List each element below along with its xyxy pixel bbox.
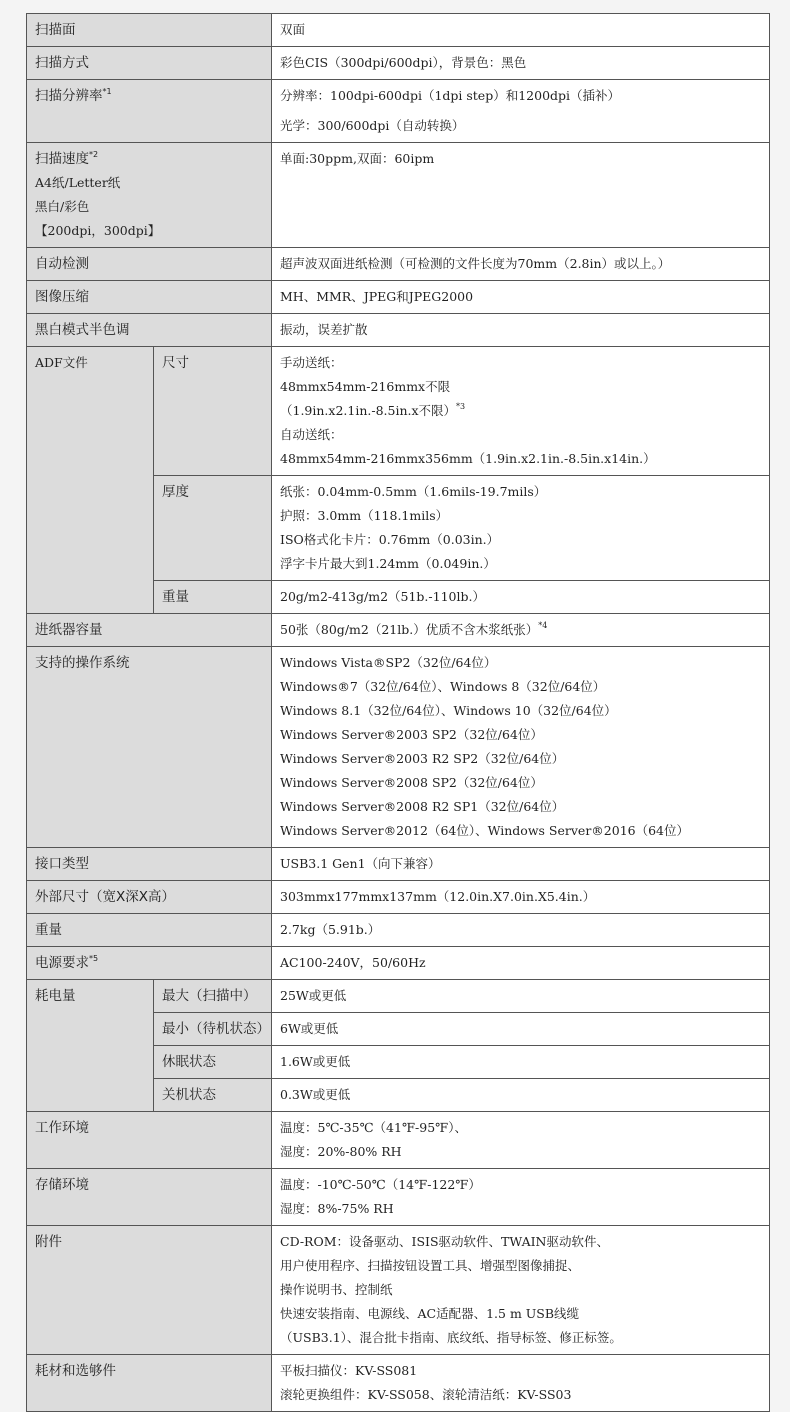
adf-size-line-text: （1.9in.x2.1in.-8.5in.x不限） — [280, 403, 457, 418]
text-line: 平板扫描仪：KV-SS081 — [280, 1363, 418, 1378]
label-consumption-max: 最大（扫描中） — [154, 980, 272, 1013]
row-storage-env — [27, 1169, 770, 1226]
label-storage-env: 存储环境 — [27, 1169, 272, 1226]
value-consumption-off: 0.3W或更低 — [272, 1079, 770, 1112]
text-line: 【200dpi，300dpi】 — [35, 223, 161, 238]
row-operating-env — [27, 1112, 770, 1169]
text-line: 湿度：8%-75% RH — [280, 1201, 394, 1216]
value-weight — [272, 914, 770, 947]
value-compression — [272, 281, 770, 314]
label-speed-sublines — [35, 171, 263, 243]
adf-size-line: 自动送纸： — [280, 427, 343, 442]
footnote-mark: *3 — [456, 402, 466, 411]
text-line: 光学：300/600dpi（自动转换） — [280, 118, 465, 133]
row-scan-method — [27, 47, 770, 80]
value-adf-weight — [272, 581, 770, 614]
label-scan-method: 扫描方式 — [27, 47, 272, 80]
label-power — [27, 947, 272, 980]
label-speed — [27, 143, 272, 248]
text-line: MH、MMR、JPEG和JPEG2000 — [280, 289, 474, 304]
value-resolution — [272, 80, 770, 143]
row-dimensions — [27, 881, 770, 914]
text-line: Windows Server®2008 SP2（32位/64位） — [280, 775, 543, 790]
text-line: （USB3.1）、混合批卡指南、底纹纸、指导标签、修正标签。 — [280, 1330, 622, 1345]
label-os: 支持的操作系统 — [27, 647, 272, 848]
text-line: Windows Vista®SP2（32位/64位） — [280, 655, 497, 670]
text-line: 护照：3.0mm（118.1mils） — [280, 508, 449, 523]
label-resolution — [27, 80, 272, 143]
text-line: 彩色CIS（300dpi/600dpi），背景色：黑色 — [280, 55, 527, 70]
text-line: Windows 8.1（32位/64位）、Windows 10（32位/64位） — [280, 703, 617, 718]
row-scan-side — [27, 14, 770, 47]
label-consumption: 耗电量 — [27, 980, 154, 1112]
text-line: 303mmx177mmx137mm（12.0in.X7.0in.X5.4in.） — [280, 889, 596, 904]
text-line: Windows Server®2003 SP2（32位/64位） — [280, 727, 543, 742]
text-line: 滚轮更换组件：KV-SS058、滚轮清洁纸：KV-SS03 — [280, 1387, 572, 1402]
footnote-mark: *5 — [89, 954, 99, 963]
text-line: ISO格式化卡片：0.76mm（0.03in.） — [280, 532, 500, 547]
label-interface: 接口类型 — [27, 848, 272, 881]
row-interface — [27, 848, 770, 881]
label-consumption-min: 最小（待机状态） — [154, 1013, 272, 1046]
footnote-mark: *4 — [538, 621, 548, 630]
text-line: 快速安装指南、电源线、AC适配器、1.5 m USB线缆 — [280, 1306, 580, 1321]
value-scan-method — [272, 47, 770, 80]
value-speed — [272, 143, 770, 248]
text-line: 温度：5℃-35℃（41℉-95℉）、 — [280, 1120, 468, 1135]
text-line: 湿度：20%-80% RH — [280, 1144, 402, 1159]
label-adf: ADF文件 — [27, 347, 154, 614]
feeder-text: 50张（80g/m2（21lb.）优质不含木浆纸张） — [280, 622, 539, 637]
text-line: USB3.1 Gen1（向下兼容） — [280, 856, 441, 871]
row-options — [27, 1355, 770, 1412]
row-os — [27, 647, 770, 848]
value-operating-env — [272, 1112, 770, 1169]
value-adf-thickness — [272, 476, 770, 581]
row-weight — [27, 914, 770, 947]
text-line: 温度：-10℃-50℃（14℉-122℉） — [280, 1177, 481, 1192]
label-speed-text: 扫描速度 — [35, 151, 89, 167]
value-dimensions — [272, 881, 770, 914]
row-halftone — [27, 314, 770, 347]
value-consumption-sleep: 1.6W或更低 — [272, 1046, 770, 1079]
label-consumption-sleep: 休眠状态 — [154, 1046, 272, 1079]
label-power-text: 电源要求 — [35, 955, 89, 971]
label-adf-size: 尺寸 — [154, 347, 272, 476]
label-dimensions: 外部尺寸（宽X深X高） — [27, 881, 272, 914]
value-options — [272, 1355, 770, 1412]
label-feeder: 进纸器容量 — [27, 614, 272, 647]
value-storage-env — [272, 1169, 770, 1226]
row-feeder — [27, 614, 770, 647]
text-line: CD-ROM：设备驱动、ISIS驱动软件、TWAIN驱动软件、 — [280, 1234, 609, 1249]
footnote-mark: *2 — [89, 150, 99, 159]
value-detection — [272, 248, 770, 281]
value-power — [272, 947, 770, 980]
text-line: 双面 — [280, 22, 306, 37]
label-adf-weight: 重量 — [154, 581, 272, 614]
row-detection — [27, 248, 770, 281]
adf-size-line: 48mmx54mm-216mmx356mm（1.9in.x2.1in.-8.5in.x14in.） — [280, 451, 656, 466]
label-compression: 图像压缩 — [27, 281, 272, 314]
text-line: A4纸/Letter纸 — [35, 175, 121, 190]
label-scan-side: 扫描面 — [27, 14, 272, 47]
value-scan-side — [272, 14, 770, 47]
adf-size-line: 48mmx54mm-216mmx不限 — [280, 379, 451, 394]
spec-table — [26, 13, 770, 1412]
row-consumption-max — [27, 980, 770, 1013]
text-line: 分辨率：100dpi-600dpi（1dpi step）和1200dpi（插补） — [280, 88, 621, 103]
row-power — [27, 947, 770, 980]
label-accessories: 附件 — [27, 1226, 272, 1355]
value-consumption-min: 6W或更低 — [272, 1013, 770, 1046]
row-compression — [27, 281, 770, 314]
label-weight: 重量 — [27, 914, 272, 947]
value-os — [272, 647, 770, 848]
value-consumption-max: 25W或更低 — [272, 980, 770, 1013]
adf-size-line: 手动送纸： — [280, 355, 343, 370]
adf-size-line — [280, 399, 761, 423]
text-line: 操作说明书、控制纸 — [280, 1282, 393, 1297]
text-line: 2.7kg（5.91b.） — [280, 922, 381, 937]
label-operating-env: 工作环境 — [27, 1112, 272, 1169]
text-line: AC100-240V，50/60Hz — [280, 955, 426, 970]
value-feeder — [272, 614, 770, 647]
text-line: 振动，误差扩散 — [280, 322, 368, 337]
text-line: 超声波双面进纸检测（可检测的文件长度为70mm（2.8in）或以上。） — [280, 256, 671, 271]
label-halftone: 黑白模式半色调 — [27, 314, 272, 347]
text-line: 用户使用程序、扫描按钮设置工具、增强型图像捕捉、 — [280, 1258, 581, 1273]
value-adf-size — [272, 347, 770, 476]
label-adf-thickness: 厚度 — [154, 476, 272, 581]
text-line: Windows Server®2008 R2 SP1（32位/64位） — [280, 799, 565, 814]
row-resolution — [27, 80, 770, 143]
text-line: Windows Server®2012（64位）、Windows Server®2016（64位） — [280, 823, 690, 838]
label-options: 耗材和选够件 — [27, 1355, 272, 1412]
row-accessories — [27, 1226, 770, 1355]
value-interface — [272, 848, 770, 881]
text-line: 纸张：0.04mm-0.5mm（1.6mils-19.7mils） — [280, 484, 547, 499]
text-line: 单面:30ppm,双面：60ipm — [280, 151, 435, 166]
label-detection: 自动检测 — [27, 248, 272, 281]
label-resolution-text: 扫描分辨率 — [35, 88, 103, 104]
row-adf-size — [27, 347, 770, 476]
text-line: 20g/m2-413g/m2（51b.-110lb.） — [280, 589, 485, 604]
footnote-mark: *1 — [102, 87, 112, 96]
label-consumption-off: 关机状态 — [154, 1079, 272, 1112]
text-line: 黑白/彩色 — [35, 199, 90, 214]
text-line: Windows®7（32位/64位）、Windows 8（32位/64位） — [280, 679, 606, 694]
value-accessories — [272, 1226, 770, 1355]
text-line: Windows Server®2003 R2 SP2（32位/64位） — [280, 751, 565, 766]
value-halftone — [272, 314, 770, 347]
text-line: 浮字卡片最大到1.24mm（0.049in.） — [280, 556, 496, 571]
row-speed — [27, 143, 770, 248]
